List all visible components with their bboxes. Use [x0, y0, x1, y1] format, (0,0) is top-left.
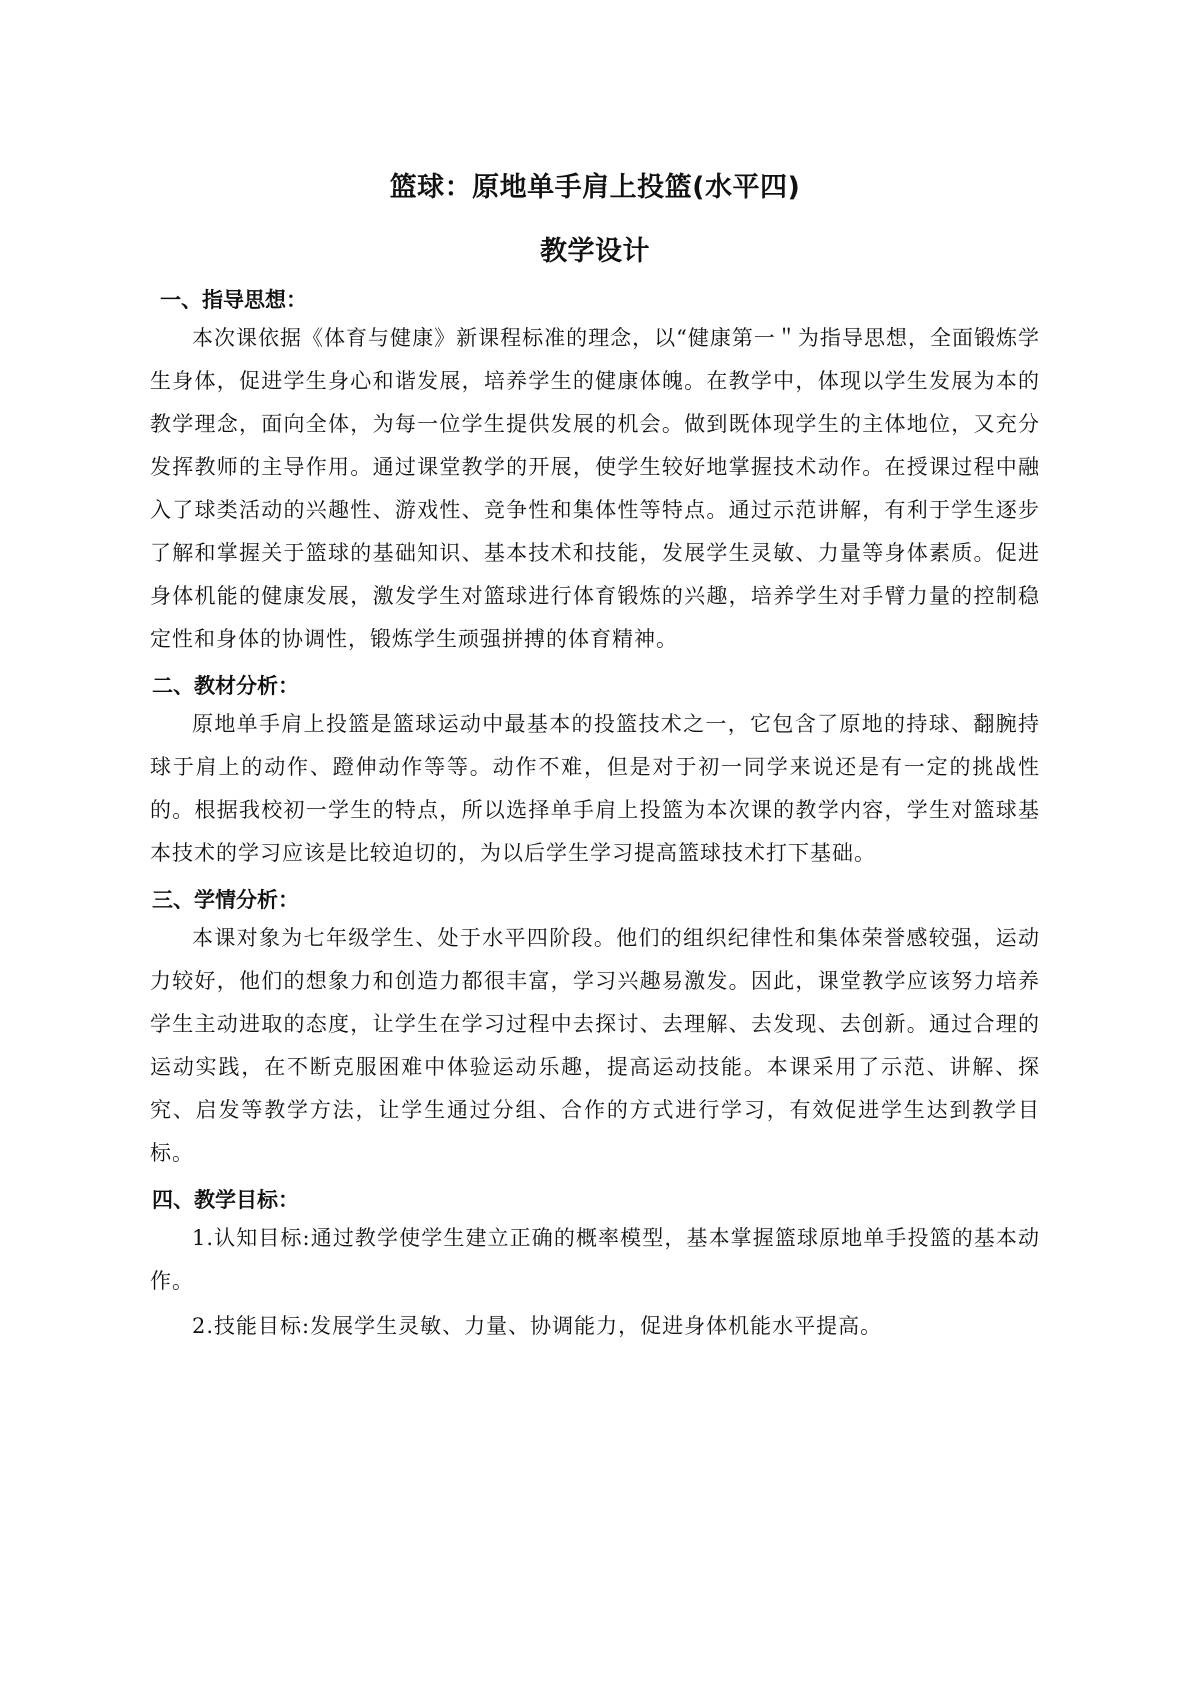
section-heading-student-analysis: 三、学情分析：	[152, 888, 299, 912]
section-body-material-analysis: 原地单手肩上投篮是篮球运动中最基本的投篮技术之一，它包含了原地的持球、翻腕持球于肩上的动作、蹬伸动作等等。动作不难，但是对于初一同学来说还是有一定的挑战性的。根据我校初一学生的特点，所以选择单手肩上投篮为本次课的教学内容，学生对篮球基本技术的学习应该是比较迫切的，为以后学生学习提高篮球技术打下基础。	[150, 712, 1040, 865]
section-body-guiding-thought: 本次课依据《体育与健康》新课程标准的理念，以“健康第一＂为指导思想，全面锻炼学生身体，促进学生身心和谐发展，培养学生的健康体魄。在教学中，体现以学生发展为本的教学理念，面向全体，为每一位学生提供发展的机会。做到既体现学生的主体地位，又充分发挥教师的主导作用。通过课堂教学的开展，使学生较好地掌握技术动作。在授课过程中融入了球类活动的兴趣性、游戏性、竞争性和集体性等特点。通过示范讲解，有利于学生逐步了解和掌握关于篮球的基础知识、基本技术和技能，发展学生灵敏、力量等身体素质。促进身体机能的健康发展，激发学生对篮球进行体育锻炼的兴趣，培养学生对手臂力量的控制稳定性和身体的协调性，锻炼学生顽强拼搏的体育精神。	[150, 326, 1040, 651]
document-title: 篮球：原地单手肩上投篮(水平四)	[389, 172, 801, 203]
goal-item-skill: 2.技能目标:发展学生灵敏、力量、协调能力，促进身体机能水平提高。	[192, 1314, 883, 1338]
section-heading-guiding-thought: 一、指导思想：	[160, 288, 307, 312]
goal-item-cognitive: 1.认知目标:通过教学使学生建立正确的概率模型，基本掌握篮球原地单手投篮的基本动作。	[150, 1226, 1040, 1293]
section-heading-material-analysis: 二、教材分析：	[152, 674, 299, 698]
section-heading-teaching-goals: 四、教学目标：	[152, 1188, 299, 1212]
section-body-student-analysis: 本课对象为七年级学生、处于水平四阶段。他们的组织纪律性和集体荣誉感较强，运动力较好，他们的想象力和创造力都很丰富，学习兴趣易激发。因此，课堂教学应该努力培养学生主动进取的态度，让学生在学习过程中去探讨、去理解、去发现、去创新。通过合理的运动实践，在不断克服困难中体验运动乐趣，提高运动技能。本课采用了示范、讲解、探究、启发等教学方法，让学生通过分组、合作的方式进行学习，有效促进学生达到教学目标。	[150, 926, 1040, 1165]
document-subtitle: 教学设计	[540, 236, 650, 267]
document-page	[150, 165, 1040, 1348]
